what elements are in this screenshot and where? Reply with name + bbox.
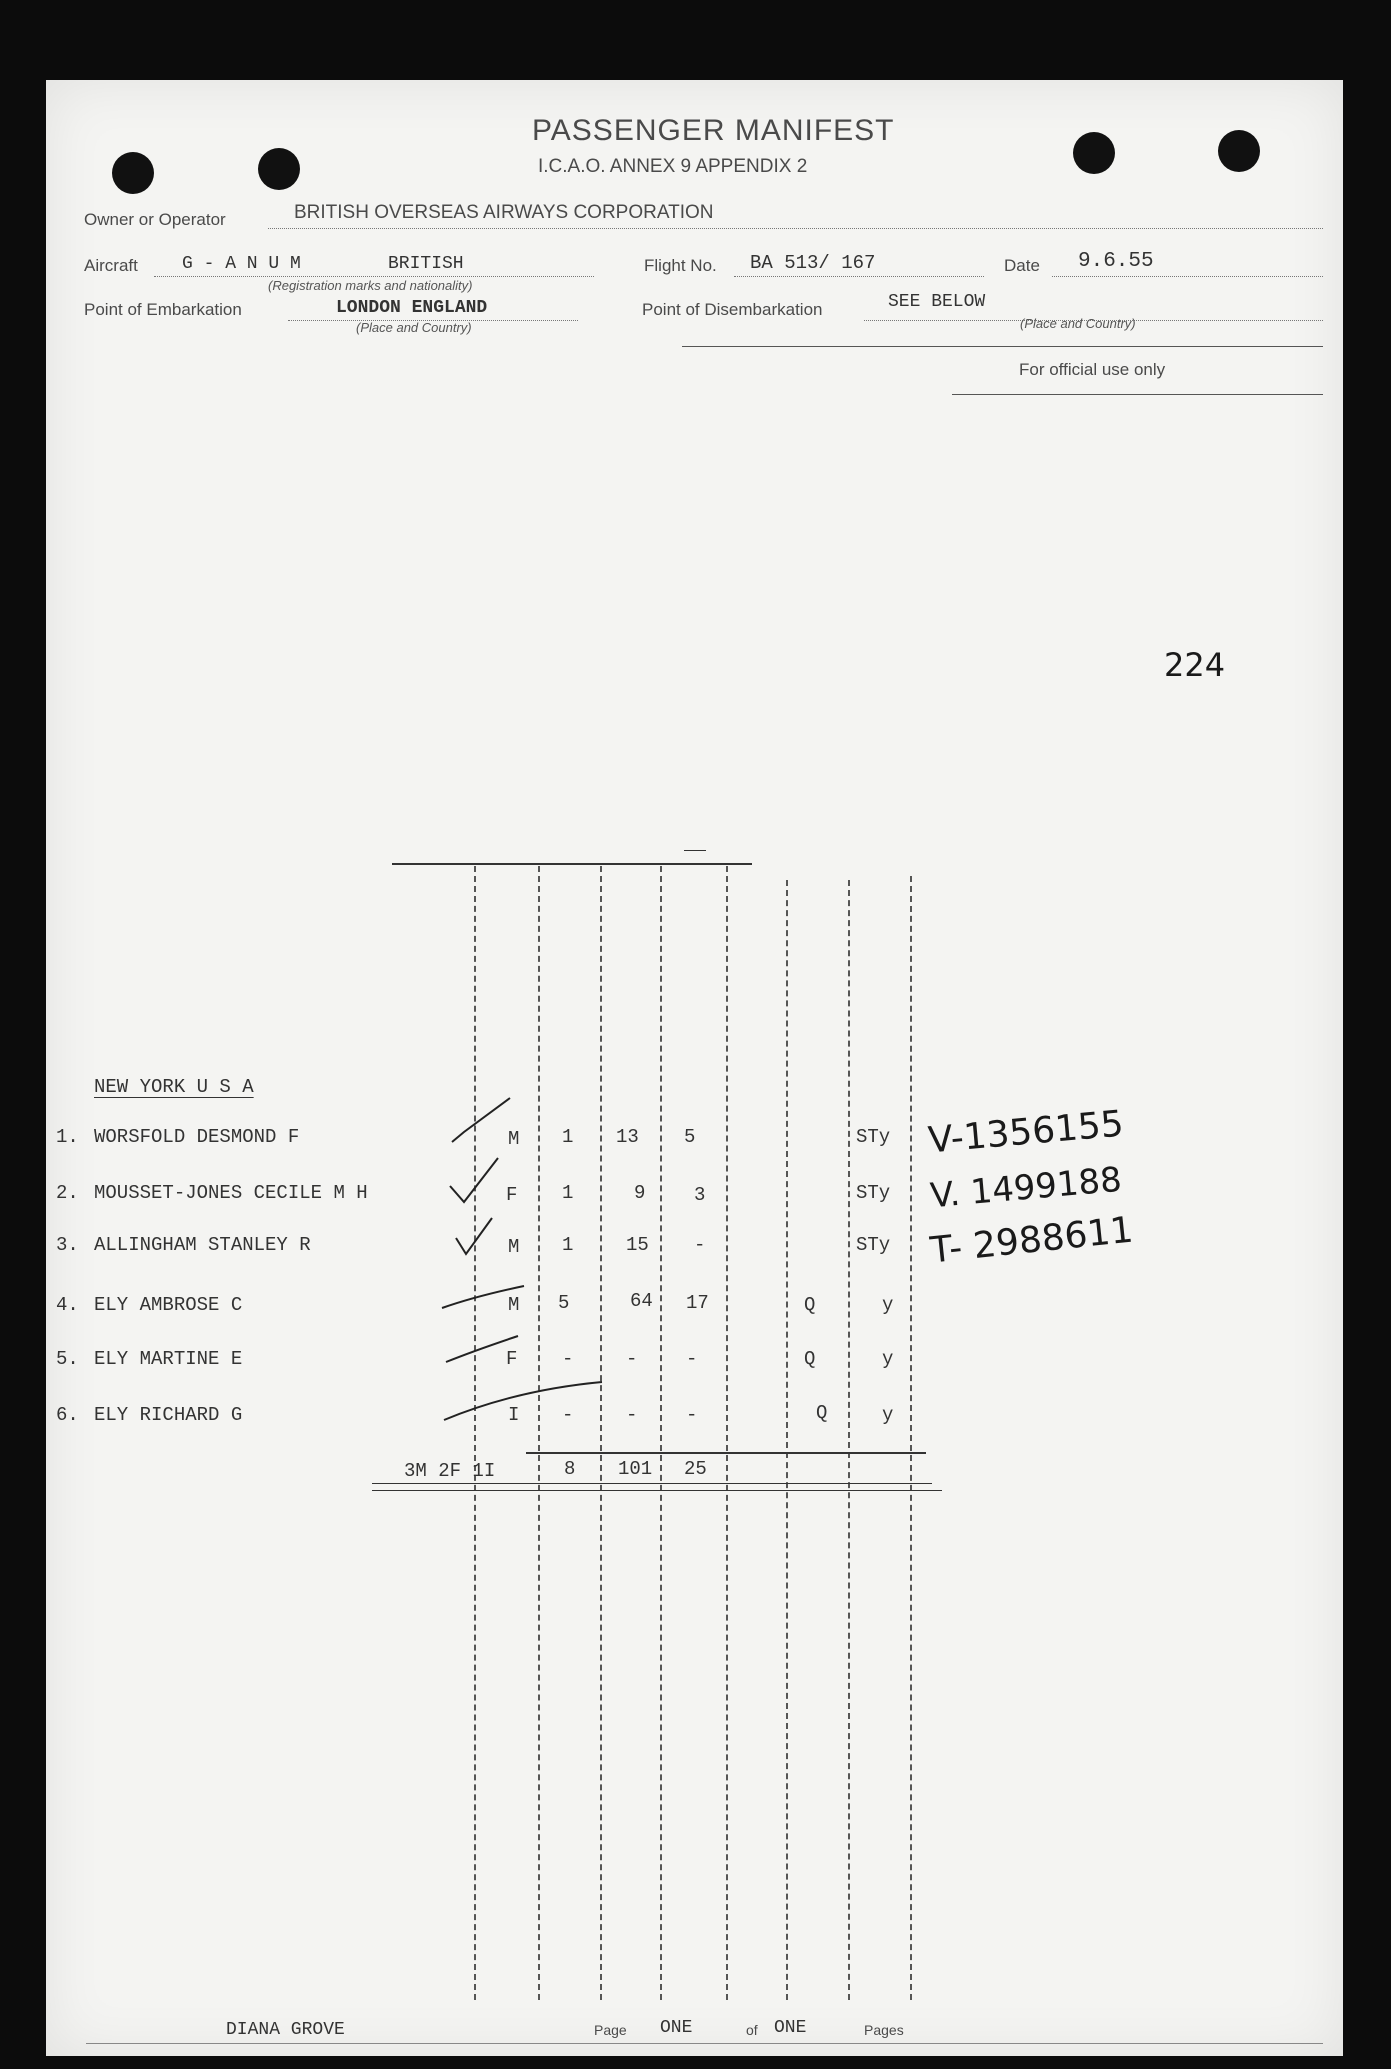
row-number: 4. <box>56 1294 79 1316</box>
cell-col3: - <box>694 1234 706 1256</box>
column-divider <box>786 880 788 2000</box>
cell-col2: 15 <box>626 1234 649 1256</box>
cell-col3: 17 <box>686 1292 709 1314</box>
cell-col5: y <box>882 1348 894 1370</box>
cell-col2: 13 <box>616 1126 639 1148</box>
row-number: 2. <box>56 1182 79 1204</box>
cell-col3: - <box>686 1348 698 1370</box>
document-subtitle: I.C.A.O. ANNEX 9 APPENDIX 2 <box>538 156 808 177</box>
table-top-rule <box>392 863 752 865</box>
totals-col2: 101 <box>618 1458 653 1480</box>
cell-col5: y <box>882 1404 894 1426</box>
check-mark <box>456 1218 492 1254</box>
table-top-mark <box>684 850 706 851</box>
totals-col3: 25 <box>684 1458 707 1480</box>
passenger-sex: F <box>506 1184 518 1206</box>
check-marks <box>426 1090 606 1490</box>
cell-col1: - <box>562 1404 574 1426</box>
disembarkation-second-line <box>682 346 1323 347</box>
column-divider <box>660 866 662 2000</box>
disembarkation-value: SEE BELOW <box>888 292 986 312</box>
embarkation-note: (Place and Country) <box>356 320 472 335</box>
of-value: ONE <box>774 2018 807 2038</box>
date-value: 9.6.55 <box>1078 250 1154 273</box>
cell-col1: - <box>562 1348 574 1370</box>
cell-col5: STy <box>856 1126 891 1148</box>
handwritten-passport: V-1356155 <box>926 1103 1126 1162</box>
cell-col5: STy <box>856 1182 891 1204</box>
column-divider <box>726 866 728 2000</box>
registration-note: (Registration marks and nationality) <box>268 278 473 293</box>
column-divider <box>848 880 850 2000</box>
cell-col2: - <box>626 1348 638 1370</box>
aircraft-nationality: BRITISH <box>388 254 464 274</box>
passenger-sex: M <box>508 1294 520 1316</box>
cell-col4: Q <box>804 1294 816 1316</box>
passenger-sex: M <box>508 1128 520 1150</box>
strike-mark <box>444 1382 602 1420</box>
aircraft-value: G - A N U M <box>182 254 301 274</box>
pages-label: Pages <box>864 2022 904 2038</box>
row-number: 1. <box>56 1126 79 1148</box>
of-label: of <box>746 2022 758 2038</box>
cell-col1: 1 <box>562 1182 574 1204</box>
passenger-name: ALLINGHAM STANLEY R <box>94 1234 311 1256</box>
manifest-page <box>46 80 1343 2056</box>
page-value: ONE <box>660 2018 693 2038</box>
destination-heading: NEW YORK U S A <box>94 1076 254 1098</box>
page-number: 224 <box>1164 646 1226 684</box>
owner-label: Owner or Operator <box>84 210 226 229</box>
column-divider <box>910 876 912 2000</box>
totals-sex: 3M 2F 1I <box>404 1460 496 1482</box>
signature: DIANA GROVE <box>226 2020 345 2040</box>
aircraft-label: Aircraft <box>84 256 138 275</box>
passenger-sex: M <box>508 1236 520 1258</box>
page-label: Page <box>594 2022 627 2038</box>
document-title: PASSENGER MANIFEST <box>532 114 895 147</box>
date-label: Date <box>1004 256 1040 275</box>
cell-col3: - <box>686 1404 698 1426</box>
row-number: 3. <box>56 1234 79 1256</box>
owner-value: BRITISH OVERSEAS AIRWAYS CORPORATION <box>294 202 714 223</box>
embarkation-label: Point of Embarkation <box>84 300 242 319</box>
totals-double-rule <box>372 1490 942 1491</box>
cell-col2: 9 <box>634 1182 646 1204</box>
official-use-line <box>952 394 1323 395</box>
flight-label: Flight No. <box>644 256 717 275</box>
owner-dotted-line <box>268 228 1323 229</box>
aircraft-dotted-line <box>154 276 594 277</box>
flight-value: BA 513/ 167 <box>750 252 876 274</box>
row-number: 6. <box>56 1404 79 1426</box>
punch-hole <box>112 152 154 194</box>
punch-hole <box>1218 130 1260 172</box>
cell-col4: Q <box>804 1348 816 1370</box>
footer-line <box>86 2043 1323 2044</box>
cell-col2: - <box>626 1404 638 1426</box>
totals-col1: 8 <box>564 1458 576 1480</box>
row-number: 5. <box>56 1348 79 1370</box>
strike-mark <box>446 1336 518 1362</box>
cell-col5: STy <box>856 1234 891 1256</box>
handwritten-passport: V. 1499188 <box>928 1159 1124 1217</box>
cell-col2: 64 <box>630 1290 653 1312</box>
check-mark <box>452 1098 510 1142</box>
disembarkation-label: Point of Disembarkation <box>642 300 823 319</box>
disembarkation-note: (Place and Country) <box>1020 316 1136 331</box>
strike-mark <box>442 1286 524 1308</box>
cell-col4: Q <box>816 1402 828 1424</box>
cell-col1: 5 <box>558 1292 570 1314</box>
date-dotted-line <box>1052 276 1323 277</box>
cell-col1: 1 <box>562 1234 574 1256</box>
official-use-label: For official use only <box>1019 360 1166 379</box>
punch-hole <box>1073 132 1115 174</box>
cell-col3: 5 <box>684 1126 696 1148</box>
passenger-name: ELY AMBROSE C <box>94 1294 243 1316</box>
passenger-name: WORSFOLD DESMOND F <box>94 1126 300 1148</box>
punch-hole <box>258 148 300 190</box>
cell-col3: 3 <box>694 1184 706 1206</box>
passenger-sex: I <box>508 1404 520 1426</box>
passenger-name: ELY RICHARD G <box>94 1404 243 1426</box>
cell-col1: 1 <box>562 1126 574 1148</box>
check-mark <box>450 1158 498 1202</box>
passenger-name: ELY MARTINE E <box>94 1348 243 1370</box>
passenger-name: MOUSSET-JONES CECILE M H <box>94 1182 368 1204</box>
handwritten-passport: T- 2988611 <box>928 1209 1136 1272</box>
flight-dotted-line <box>734 276 984 277</box>
embarkation-value: LONDON ENGLAND <box>336 298 488 318</box>
cell-col5: y <box>882 1294 894 1316</box>
passenger-sex: F <box>506 1348 518 1370</box>
